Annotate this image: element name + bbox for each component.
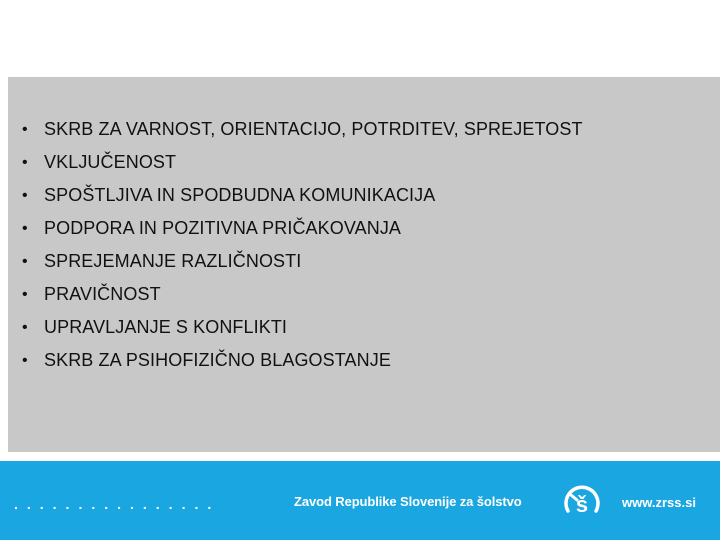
institute-name: Zavod Republike Slovenije za šolstvo [294, 494, 522, 509]
bullet-list [22, 118, 662, 382]
bullet-text: UPRAVLJANJE S KONFLIKTI [44, 317, 288, 337]
bullet-text: SKRB ZA VARNOST, ORIENTACIJO, POTRDITEV, SPREJETOST [44, 119, 583, 139]
bullet-dot: • [22, 220, 28, 237]
bullet-text: SPREJEMANJE RAZLIČNOSTI [44, 251, 302, 271]
bullet-dot: • [22, 286, 28, 303]
bullet-item [22, 151, 662, 174]
content-box [8, 77, 720, 452]
zrss-logo-icon [560, 481, 604, 525]
bullet-item [22, 250, 662, 273]
footer-dots: ................ [14, 496, 221, 512]
footer-bar [0, 461, 720, 540]
bullet-item [22, 184, 662, 207]
bullet-dot: • [22, 352, 28, 369]
bullet-text: SKRB ZA PSIHOFIZIČNO BLAGOSTANJE [44, 350, 391, 370]
bullet-text: PRAVIČNOST [44, 284, 161, 304]
bullet-dot: • [22, 121, 28, 138]
bullet-item [22, 217, 662, 240]
logo-letter: š [575, 492, 589, 517]
bullet-dot: • [22, 319, 28, 336]
bullet-dot: • [22, 187, 28, 204]
bullet-dot: • [22, 154, 28, 171]
bullet-text: VKLJUČENOST [44, 152, 177, 172]
bullet-item [22, 283, 662, 306]
bullet-dot: • [22, 253, 28, 270]
bullet-text: SPOŠTLJIVA IN SPODBUDNA KOMUNIKACIJA [44, 185, 436, 205]
bullet-text: PODPORA IN POZITIVNA PRIČAKOVANJA [44, 218, 402, 238]
bullet-item [22, 316, 662, 339]
website-link[interactable]: www.zrss.si [622, 495, 696, 510]
bullet-item [22, 349, 662, 372]
bullet-item [22, 118, 662, 141]
